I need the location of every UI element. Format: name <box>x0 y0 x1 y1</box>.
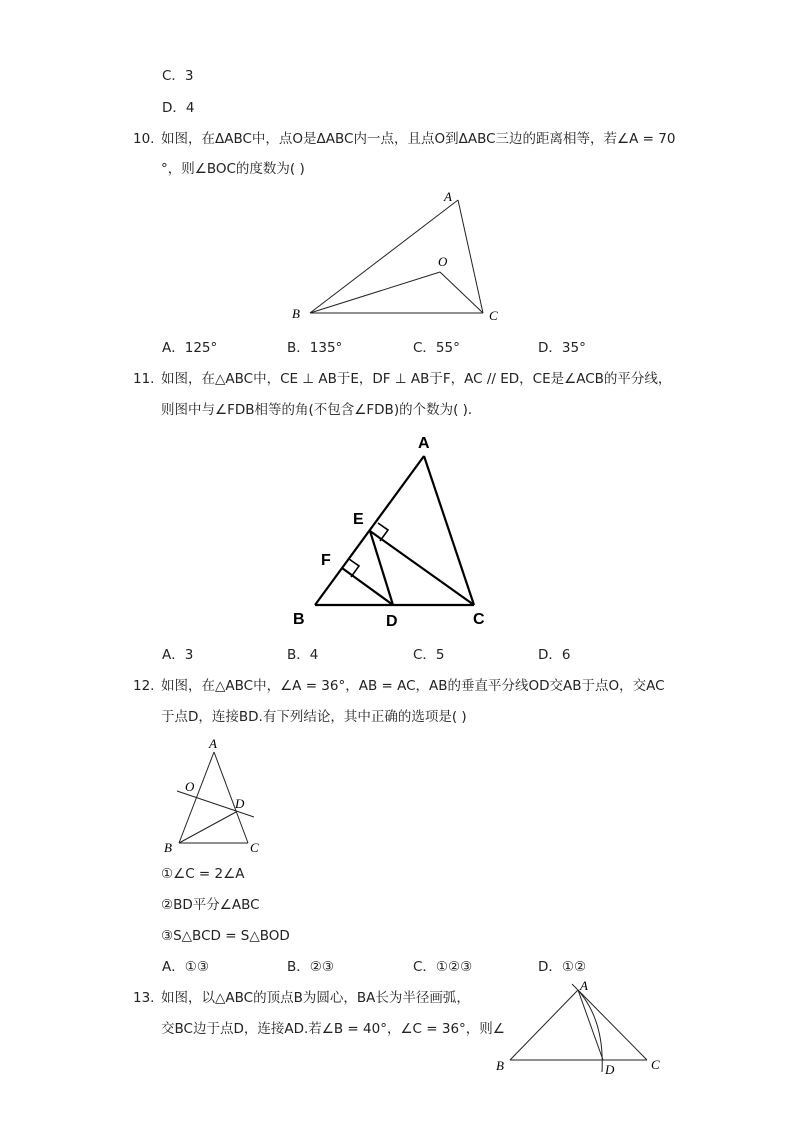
question-text: 于点D，连接BD.有下列结论，其中正确的选项是( ) <box>161 709 467 725</box>
question-number: 11. <box>133 371 155 387</box>
question-text: 则图中与∠FDB相等的角(不包含∠FDB)的个数为( )． <box>161 402 482 418</box>
arc <box>572 984 602 1072</box>
option-c[interactable]: C．55° <box>413 340 460 356</box>
statement: ③S△BCD = S△BOD <box>161 928 290 944</box>
option-d[interactable]: D．6 <box>538 647 571 663</box>
label-a: A <box>418 435 430 452</box>
label-a: A <box>209 736 217 751</box>
option-d[interactable]: D．4 <box>162 100 195 116</box>
side-ac <box>578 990 647 1060</box>
label-b: B <box>164 840 172 855</box>
option-c[interactable]: C．①②③ <box>413 959 473 975</box>
option-c[interactable]: C．5 <box>413 647 445 663</box>
statement: ①∠C = 2∠A <box>161 866 245 882</box>
question-text: 如图，在△ABC中，CE ⊥ AB于E，DF ⊥ AB于F，AC // ED，CE是∠ACB的平分线， <box>161 371 672 387</box>
label-o: O <box>438 254 448 269</box>
option-d[interactable]: D．①② <box>538 959 587 975</box>
option-b[interactable]: B．②③ <box>287 959 334 975</box>
option-c[interactable]: C．3 <box>162 68 194 84</box>
label-b: B <box>293 611 305 628</box>
label-c: C <box>473 611 485 628</box>
label-d: D <box>235 796 245 811</box>
question-number: 10. <box>133 131 155 147</box>
question-text: 交BC边于点D，连接AD.若∠B = 40°，∠C = 36°，则∠ <box>161 1021 505 1037</box>
question-number: 12. <box>133 678 155 694</box>
label-o: O <box>185 779 195 794</box>
question-text: 如图，在ΔABC中，点O是ΔABC内一点，且点O到ΔABC三边的距离相等，若∠A = 70 <box>161 131 676 147</box>
label-a: A <box>580 978 588 993</box>
question-text: °，则∠BOC的度数为( ) <box>161 161 305 177</box>
label-a: A <box>444 189 452 204</box>
option-d[interactable]: D．35° <box>538 340 586 356</box>
option-a[interactable]: A．125° <box>162 340 218 356</box>
label-b: B <box>496 1058 504 1073</box>
question-text: 如图，在△ABC中，∠A = 36°，AB = AC，AB的垂直平分线OD交AB于点O，交AC <box>161 678 665 694</box>
option-b[interactable]: B．135° <box>287 340 343 356</box>
label-b: B <box>292 306 300 321</box>
label-e: E <box>353 511 364 528</box>
label-d: D <box>386 613 398 630</box>
label-c: C <box>250 840 259 855</box>
label-c: C <box>489 308 498 323</box>
question-number: 13. <box>133 990 155 1006</box>
label-f: F <box>321 552 331 569</box>
question-text: 如图，以△ABC的顶点B为圆心，BA长为半径画弧， <box>161 990 470 1006</box>
option-a[interactable]: A．3 <box>162 647 194 663</box>
option-a[interactable]: A．①③ <box>162 959 209 975</box>
segment-ad <box>578 990 603 1060</box>
label-c: C <box>651 1057 660 1072</box>
statement: ②BD平分∠ABC <box>161 897 260 913</box>
option-b[interactable]: B．4 <box>287 647 319 663</box>
side-ab <box>510 990 578 1060</box>
label-d: D <box>605 1062 615 1077</box>
